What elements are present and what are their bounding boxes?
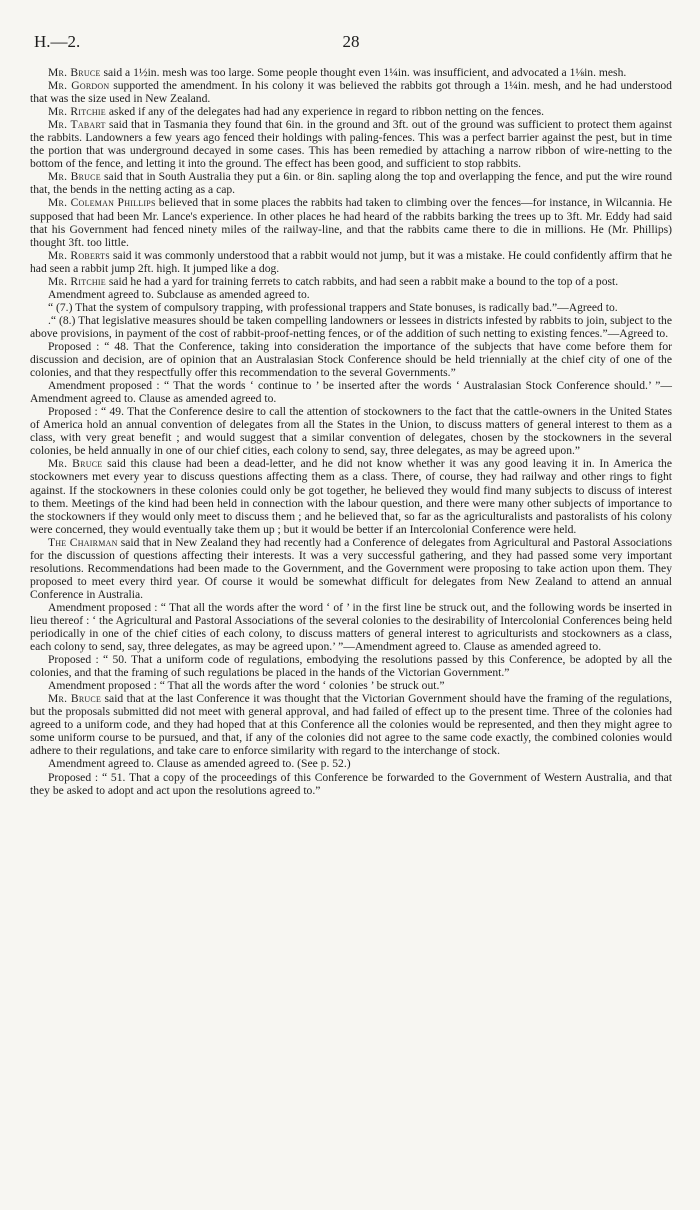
paragraph <box>30 66 672 79</box>
speaker-name: Mr. Bruce <box>47 170 101 184</box>
paragraph-text: asked if any of the delegates had had any experience in regard to ribbon netting on the fences. <box>105 105 545 119</box>
paragraph <box>30 118 672 170</box>
paragraph <box>30 196 672 248</box>
paragraph-text: Amendment agreed to. Subclause as amended agreed to. <box>47 287 310 301</box>
paragraph <box>30 379 672 405</box>
paragraph-text: said that in New Zealand they had recently had a Conference of delegates from Agricultural and Pastoral Associations for the discussion of questions affecting their interests. It was a very successful gathering, and they had passed some very important resolutions. Recommendations had been made to the Government, and the Government were proposing to take action upon them. They proposed to meet every third year. Of course it would be somewhat difficult for delegates from New Zealand to attend an annual Conference in Australia. <box>30 535 672 601</box>
paragraph <box>30 457 672 535</box>
speaker-name: Mr. Bruce <box>47 692 102 706</box>
paragraph <box>30 757 672 770</box>
paragraph-text: Amendment agreed to. Clause as amended agreed to. (See p. 52.) <box>47 757 351 771</box>
paragraph-text: Proposed : “ 50. That a uniform code of regulations, embodying the resolutions passed by this Conference, be adopted by all the colonies, and that the framing of such regulations be placed in the hands of the Victorian Government.” <box>30 653 672 680</box>
speaker-name: Mr. Gordon <box>47 79 110 93</box>
paragraph <box>30 692 672 757</box>
paragraph-text: believed that in some places the rabbits had taken to climbing over the fences—for instance, in Wilcannia. He supposed that had been Mr. Lance's experience. In other places he had heard of the rabbits barking the trees up to 3ft. Mr. Eddy had said that his Government had fenced ninety miles of the railway-line, and that the rabbits came there to die in millions. He (Mr. Phillips) thought 3ft. too little. <box>30 196 672 249</box>
paragraph-text: Proposed : “ 48. That the Conference, taking into consideration the importance of the subjects that have come before them for discussion and decision, are of opinion that an Australasian Stock Conference should be held triennially at the chief city of one of the colonies, and that they respectfully offer this recommendation to the several Governments.” <box>30 339 672 380</box>
paragraph-text: said that in South Australia they put a 6in. or 8in. sapling along the top and overlapping the fence, and put the wire round that, the bends in the netting acting as a cap. <box>30 170 672 197</box>
document-body <box>30 66 672 797</box>
paragraph-text: said a 1½in. mesh was too large. Some people thought even 1¼in. was insufficient, and advocated a 1⅛in. mesh. <box>100 66 627 79</box>
speaker-name: Mr. Bruce <box>47 457 103 471</box>
paragraph <box>30 679 672 692</box>
paragraph <box>30 105 672 118</box>
paragraph-text: said it was commonly understood that a rabbit would not jump, but it was a mistake. He could confidently affirm that he had seen a rabbit jump 2ft. high. It jumped like a dog. <box>30 248 672 275</box>
paragraph <box>30 601 672 653</box>
speaker-name: Mr. Ritchie <box>47 274 106 288</box>
paragraph-text: said he had a yard for training ferrets to catch rabbits, and had seen a rabbit make a bound to the top of a post. <box>105 274 619 288</box>
paragraph-text: said that in Tasmania they found that 6in. in the ground and 3ft. out of the ground was sufficient to protect them against the rabbits. Landowners a few years ago fenced their holdings with paling-fences. This was a perfect barrier against the pest, but in time the portion that was underground decayed in some cases. This has been remedied by attaching a narrow ribbon of wire-netting to the bottom of the fence, and letting it into the ground. The effect has been good, and sufficient to stop rabbits. <box>30 118 672 171</box>
paragraph-text: said this clause had been a dead-letter, and he did not know whether it was any good leaving it in. In America the stockowners met every year to discuss questions affecting them as a class. There, of course, they had railway and other rings to fight against. If the stockowners in these colonies could only be got together, he believed they would find many subjects to discuss of interest to them. Meetings of the kind had been held in connection with the labour question, and there were many other subjects of importance to the stockowners if they would only meet to discuss them ; and he believed that, so far as the agriculturalists and pastoralists of his colony were concerned, they would eventually take them up ; but it would be better if an Intercolonial Conference were held. <box>30 457 672 536</box>
paragraph <box>30 536 672 601</box>
document-reference: H.—2. <box>34 32 81 51</box>
paragraph-text: Proposed : “ 51. That a copy of the proceedings of this Conference be forwarded to the Government of Western Australia, and that they be asked to adopt and act upon the resolutions agreed to.” <box>30 770 672 797</box>
paragraph-text: Amendment proposed : “ That all the words after the word ‘ colonies ’ be struck out.” <box>47 679 445 693</box>
paragraph-text: Amendment proposed : “ That the words ‘ continue to ’ be inserted after the words ‘ Australasian Stock Conference should.’ ”—Amendment agreed to. Clause as amended agreed to. <box>30 379 672 406</box>
paragraph-text: supported the amendment. In his colony it was believed the rabbits got through a 1¼in. mesh, and he had understood that was the size used in New Zealand. <box>30 79 672 106</box>
paragraph <box>30 275 672 288</box>
paragraph <box>30 170 672 196</box>
paragraph-text: .“ (8.) That legislative measures should be taken compelling landowners or lessees in districts infested by rabbits to join, subject to the above provisions, in payment of the cost of rabbit-proof-netting fences, or of the addition of such netting to existing fences.”—Agreed to. <box>30 313 672 340</box>
paragraph <box>30 79 672 105</box>
paragraph <box>30 288 672 301</box>
paragraph-text: Amendment proposed : “ That all the words after the word ‘ of ’ in the first line be struck out, and the following words be inserted in lieu thereof : ‘ the Agricultural and Pastoral Associations of the several colonies to the desirability of Intercolonial Conferences being held periodically in one of the chief cities of each colony, to discuss matters of general interest to agriculturists and stockowners as a class, each colony to send, say, three delegates, as may be agreed upon.’ ”—Amendment agreed to. Clause as amended agreed to. <box>30 600 672 654</box>
paragraph <box>30 653 672 679</box>
speaker-name: Mr. Tabart <box>47 118 106 132</box>
page-number: 28 <box>342 32 360 51</box>
paragraph <box>30 771 672 797</box>
speaker-name: The Chairman <box>47 535 118 549</box>
speaker-name: Mr. Ritchie <box>47 105 106 119</box>
paragraph <box>30 301 672 314</box>
page-header <box>30 28 672 58</box>
speaker-name: Mr. Bruce <box>47 66 101 79</box>
speaker-name: Mr. Coleman Phillips <box>47 196 156 210</box>
paragraph-text: said that at the last Conference it was thought that the Victorian Government should have the framing of the regulations, but the proposals submitted did not meet with general approval, and had failed of effect up to the present time. Three of the colonies had agreed to a uniform code, and they had hoped that at this Conference all the colonies would be represented, and then they might agree to some uniform course to be pursued, and that, if any of the colonies did not agree to the same code exactly, the combined colonies would adhere to their regulations, and take care to enforce similarity with regard to the interchange of stock. <box>30 692 672 758</box>
speaker-name: Mr. Roberts <box>47 248 110 262</box>
paragraph-text: “ (7.) That the system of compulsory trapping, with professional trappers and State bonuses, is radically bad.”—Agreed to. <box>47 300 618 314</box>
paragraph-text: Proposed : “ 49. That the Conference desire to call the attention of stockowners to the fact that the cattle-owners in the United States of America hold an annual convention of delegates from all the States in the Union, to discuss matters of general interest to them as a class, with very great benefit ; and would suggest that a similar convention of delegates, chosen by the stockowners in the several colonies, be held annually in one of our chief cities, each colony to send, say, three delegates, as may be agreed upon.” <box>30 405 672 458</box>
paragraph <box>30 249 672 275</box>
paragraph <box>30 314 672 340</box>
paragraph <box>30 340 672 379</box>
paragraph <box>30 405 672 457</box>
